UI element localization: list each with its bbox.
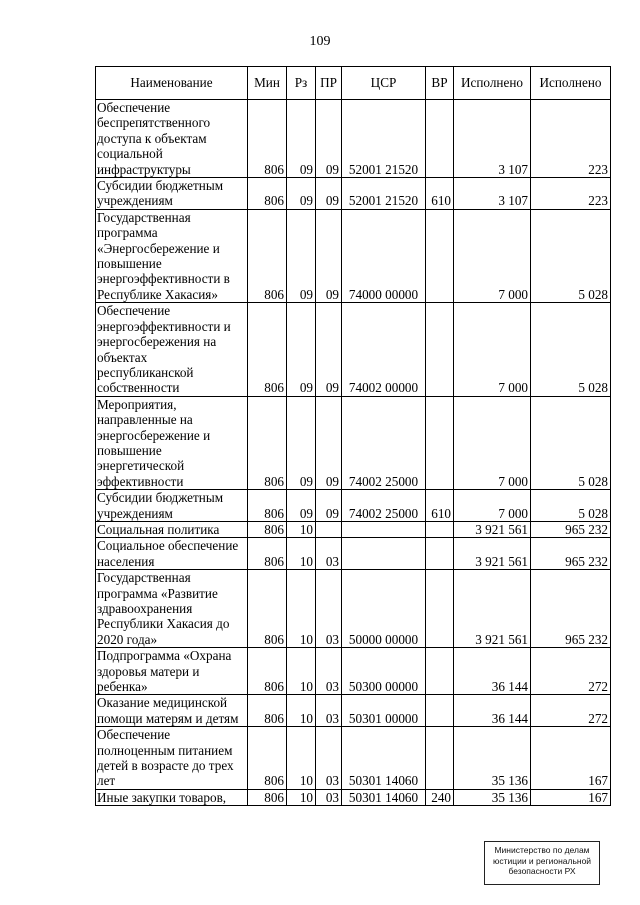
cell-done-1: 7 000 <box>454 303 531 396</box>
stamp-line-1: Министерство по делам <box>494 845 590 855</box>
cell-done-1: 7 000 <box>454 209 531 302</box>
table-row <box>96 100 611 178</box>
cell-min: 806 <box>248 396 287 489</box>
cell-min: 806 <box>248 789 287 805</box>
table-row <box>96 521 611 537</box>
cell-name: Обеспечение энергоэффективности и энергосбережения на объектах республиканской собственности <box>96 303 248 396</box>
stamp-line-2: юстиции и региональной <box>492 855 592 866</box>
cell-pr <box>316 521 342 537</box>
cell-done-2: 223 <box>531 178 611 210</box>
cell-min: 806 <box>248 490 287 522</box>
cell-vr: 240 <box>426 789 454 805</box>
cell-csr: 50300 00000 <box>342 648 426 695</box>
cell-name: Обеспечение полноценным питанием детей в возрасте до трех лет <box>96 727 248 790</box>
cell-min: 806 <box>248 100 287 178</box>
cell-csr: 52001 21520 <box>342 100 426 178</box>
cell-name: Социальное обеспечение населения <box>96 538 248 570</box>
cell-done-1: 7 000 <box>454 490 531 522</box>
cell-name: Государственная программа «Развитие здравоохранения Республики Хакасия до 2020 года» <box>96 570 248 648</box>
header-csr: ЦСР <box>342 67 426 100</box>
cell-rz: 09 <box>287 209 316 302</box>
cell-csr: 50301 00000 <box>342 695 426 727</box>
cell-rz: 10 <box>287 695 316 727</box>
cell-done-1: 3 107 <box>454 178 531 210</box>
cell-pr: 03 <box>316 727 342 790</box>
cell-pr: 09 <box>316 178 342 210</box>
cell-pr: 09 <box>316 303 342 396</box>
table-row <box>96 396 611 489</box>
cell-done-1: 3 921 561 <box>454 521 531 537</box>
table-row <box>96 490 611 522</box>
table-row <box>96 178 611 210</box>
cell-done-2: 167 <box>531 727 611 790</box>
cell-done-2: 272 <box>531 695 611 727</box>
cell-done-1: 36 144 <box>454 648 531 695</box>
header-done-2: Исполнено <box>531 67 611 100</box>
header-min: Мин <box>248 67 287 100</box>
table-row <box>96 648 611 695</box>
cell-pr: 09 <box>316 396 342 489</box>
cell-done-2: 5 028 <box>531 209 611 302</box>
cell-rz: 09 <box>287 100 316 178</box>
cell-done-2: 965 232 <box>531 521 611 537</box>
cell-done-2: 965 232 <box>531 570 611 648</box>
cell-csr: 74002 25000 <box>342 490 426 522</box>
cell-done-2: 167 <box>531 789 611 805</box>
cell-pr: 09 <box>316 490 342 522</box>
cell-vr <box>426 695 454 727</box>
cell-csr: 74002 25000 <box>342 396 426 489</box>
cell-name: Оказание медицинской помощи матерям и детям <box>96 695 248 727</box>
cell-name: Субсидии бюджетным учреждениям <box>96 178 248 210</box>
cell-name: Мероприятия, направленные на энергосбережение и повышение энергетической эффективности <box>96 396 248 489</box>
cell-min: 806 <box>248 727 287 790</box>
cell-pr: 03 <box>316 538 342 570</box>
cell-done-2: 5 028 <box>531 396 611 489</box>
cell-csr: 74002 00000 <box>342 303 426 396</box>
table-row <box>96 303 611 396</box>
cell-vr <box>426 396 454 489</box>
cell-min: 806 <box>248 178 287 210</box>
header-name: Наименование <box>96 67 248 100</box>
cell-vr <box>426 209 454 302</box>
table-row <box>96 695 611 727</box>
cell-pr: 09 <box>316 209 342 302</box>
cell-csr: 74000 00000 <box>342 209 426 302</box>
cell-pr: 03 <box>316 570 342 648</box>
cell-done-2: 223 <box>531 100 611 178</box>
cell-pr: 03 <box>316 789 342 805</box>
cell-vr <box>426 521 454 537</box>
table-row <box>96 538 611 570</box>
cell-csr <box>342 521 426 537</box>
budget-table <box>95 66 611 806</box>
cell-min: 806 <box>248 695 287 727</box>
table-row <box>96 789 611 805</box>
cell-vr <box>426 570 454 648</box>
cell-vr: 610 <box>426 178 454 210</box>
cell-name: Обеспечение беспрепятственного доступа к объектам социальной инфраструктуры <box>96 100 248 178</box>
cell-done-1: 3 107 <box>454 100 531 178</box>
header-row <box>96 67 611 100</box>
cell-done-2: 965 232 <box>531 538 611 570</box>
cell-min: 806 <box>248 648 287 695</box>
cell-done-1: 35 136 <box>454 727 531 790</box>
cell-csr: 50301 14060 <box>342 727 426 790</box>
cell-pr: 09 <box>316 100 342 178</box>
cell-min: 806 <box>248 303 287 396</box>
registration-stamp <box>484 841 600 885</box>
cell-rz: 10 <box>287 570 316 648</box>
cell-vr <box>426 303 454 396</box>
cell-csr: 52001 21520 <box>342 178 426 210</box>
cell-csr: 50000 00000 <box>342 570 426 648</box>
cell-min: 806 <box>248 570 287 648</box>
header-pr: ПР <box>316 67 342 100</box>
cell-rz: 10 <box>287 789 316 805</box>
cell-csr: 50301 14060 <box>342 789 426 805</box>
cell-name: Социальная политика <box>96 521 248 537</box>
cell-vr: 610 <box>426 490 454 522</box>
cell-rz: 09 <box>287 303 316 396</box>
cell-rz: 10 <box>287 521 316 537</box>
cell-rz: 10 <box>287 648 316 695</box>
cell-name: Иные закупки товаров, <box>96 789 248 805</box>
cell-done-1: 3 921 561 <box>454 538 531 570</box>
cell-done-1: 35 136 <box>454 789 531 805</box>
cell-rz: 10 <box>287 727 316 790</box>
table-body <box>96 100 611 806</box>
cell-done-2: 5 028 <box>531 490 611 522</box>
table-row <box>96 570 611 648</box>
cell-name: Подпрограмма «Охрана здоровья матери и ребенка» <box>96 648 248 695</box>
cell-rz: 10 <box>287 538 316 570</box>
cell-vr <box>426 538 454 570</box>
cell-vr <box>426 648 454 695</box>
cell-min: 806 <box>248 538 287 570</box>
header-rz: Рз <box>287 67 316 100</box>
page-number: 109 <box>309 34 331 49</box>
cell-pr: 03 <box>316 648 342 695</box>
cell-vr <box>426 727 454 790</box>
table-row <box>96 727 611 790</box>
cell-done-1: 7 000 <box>454 396 531 489</box>
cell-min: 806 <box>248 521 287 537</box>
cell-name: Государственная программа «Энергосбережение и повышение энергоэффективности в Республике Хакасия» <box>96 209 248 302</box>
cell-rz: 09 <box>287 490 316 522</box>
header-done-1: Исполнено <box>454 67 531 100</box>
cell-rz: 09 <box>287 396 316 489</box>
cell-csr <box>342 538 426 570</box>
cell-done-1: 36 144 <box>454 695 531 727</box>
cell-done-1: 3 921 561 <box>454 570 531 648</box>
table-row <box>96 209 611 302</box>
cell-vr <box>426 100 454 178</box>
cell-pr: 03 <box>316 695 342 727</box>
stamp-line-3: безопасности РХ <box>508 866 576 876</box>
cell-done-2: 5 028 <box>531 303 611 396</box>
cell-min: 806 <box>248 209 287 302</box>
cell-rz: 09 <box>287 178 316 210</box>
cell-done-2: 272 <box>531 648 611 695</box>
cell-name: Субсидии бюджетным учреждениям <box>96 490 248 522</box>
header-vr: ВР <box>426 67 454 100</box>
